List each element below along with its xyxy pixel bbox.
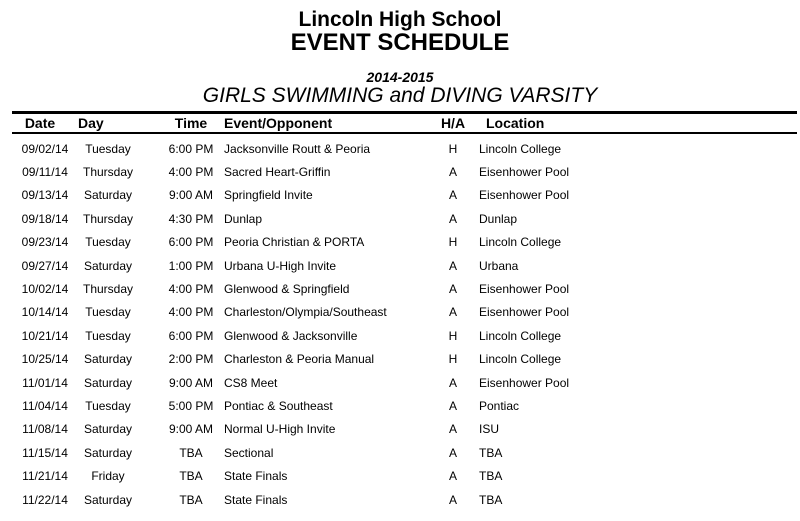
- location-cell: Lincoln College: [479, 141, 562, 156]
- location-cell: ISU: [479, 422, 500, 437]
- date-cell: 11/08/14: [22, 422, 68, 437]
- date-cell: 11/01/14: [22, 375, 68, 390]
- table-row: [0, 137, 800, 160]
- event-cell: State Finals: [224, 492, 288, 507]
- ha-cell: A: [448, 211, 457, 226]
- table-row: [0, 254, 800, 277]
- table-row: [0, 231, 800, 254]
- ha-cell: A: [448, 422, 457, 437]
- table-row: [0, 160, 800, 183]
- day-cell: Saturday: [83, 492, 133, 507]
- ha-cell: H: [448, 235, 458, 250]
- column-header-ha: H/A: [440, 115, 466, 131]
- ha-cell: H: [448, 141, 458, 156]
- location-cell: TBA: [479, 469, 503, 484]
- document-title: EVENT SCHEDULE: [290, 29, 510, 56]
- ha-cell: A: [448, 305, 457, 320]
- date-cell: 11/15/14: [22, 445, 68, 460]
- document-header: [0, 9, 800, 107]
- time-cell: 9:00 AM: [168, 422, 214, 437]
- date-cell: 11/22/14: [22, 492, 68, 507]
- day-cell: Tuesday: [85, 141, 131, 156]
- table-row: [0, 184, 800, 207]
- time-cell: 9:00 AM: [168, 375, 214, 390]
- time-cell: 6:00 PM: [168, 235, 214, 250]
- date-cell: 10/02/14: [21, 282, 69, 297]
- event-cell: Normal U-High Invite: [224, 422, 336, 437]
- location-cell: Dunlap: [479, 211, 518, 226]
- date-cell: 09/13/14: [21, 188, 69, 203]
- time-cell: 9:00 AM: [168, 188, 214, 203]
- location-cell: Lincoln College: [479, 352, 562, 367]
- time-cell: 4:30 PM: [168, 211, 214, 226]
- event-cell: CS8 Meet: [224, 375, 278, 390]
- day-cell: Saturday: [83, 375, 133, 390]
- date-cell: 09/18/14: [21, 211, 69, 226]
- time-cell: 4:00 PM: [168, 165, 214, 180]
- location-cell: Eisenhower Pool: [479, 282, 570, 297]
- day-cell: Friday: [91, 469, 125, 484]
- ha-cell: A: [448, 398, 457, 413]
- school-name: Lincoln High School: [298, 8, 502, 31]
- table-row: [0, 394, 800, 417]
- location-cell: Eisenhower Pool: [479, 188, 570, 203]
- event-cell: Peoria Christian & PORTA: [224, 235, 365, 250]
- day-cell: Tuesday: [85, 328, 131, 343]
- time-cell: 4:00 PM: [168, 282, 214, 297]
- location-cell: TBA: [479, 445, 503, 460]
- date-cell: 11/04/14: [22, 398, 68, 413]
- ha-cell: A: [448, 282, 457, 297]
- time-cell: 6:00 PM: [168, 141, 214, 156]
- time-cell: 1:00 PM: [168, 258, 214, 273]
- location-cell: Lincoln College: [479, 235, 562, 250]
- ha-cell: A: [448, 258, 457, 273]
- location-cell: Pontiac: [479, 398, 520, 413]
- date-cell: 09/23/14: [21, 235, 69, 250]
- table-row: [0, 324, 800, 347]
- location-cell: Eisenhower Pool: [479, 375, 570, 390]
- table-row: [0, 348, 800, 371]
- date-cell: 09/27/14: [21, 258, 69, 273]
- table-row: [0, 488, 800, 511]
- team-subtitle: GIRLS SWIMMING and DIVING VARSITY: [202, 84, 598, 107]
- day-cell: Saturday: [83, 445, 133, 460]
- table-row: [0, 301, 800, 324]
- date-cell: 10/14/14: [21, 305, 69, 320]
- event-cell: Springfield Invite: [224, 188, 313, 203]
- date-cell: 09/11/14: [22, 165, 68, 180]
- table-row: [0, 207, 800, 230]
- ha-cell: A: [448, 375, 457, 390]
- day-cell: Saturday: [83, 258, 133, 273]
- date-cell: 11/21/14: [22, 469, 68, 484]
- date-cell: 10/21/14: [21, 328, 69, 343]
- ha-cell: A: [448, 445, 457, 460]
- table-row: [0, 277, 800, 300]
- location-cell: Urbana: [479, 258, 519, 273]
- table-row: [0, 441, 800, 464]
- day-cell: Thursday: [82, 211, 134, 226]
- column-header-event: Event/Opponent: [224, 115, 333, 131]
- location-cell: Lincoln College: [479, 328, 562, 343]
- day-cell: Tuesday: [85, 235, 131, 250]
- column-header-date: Date: [24, 115, 56, 131]
- day-cell: Thursday: [82, 282, 134, 297]
- time-cell: TBA: [179, 445, 203, 460]
- column-header-location: Location: [486, 115, 545, 131]
- event-cell: Sacred Heart-Griffin: [224, 165, 331, 180]
- day-cell: Tuesday: [85, 305, 131, 320]
- table-row: [0, 464, 800, 487]
- schedule-table-body: [0, 134, 800, 511]
- day-cell: Saturday: [83, 352, 133, 367]
- event-cell: Urbana U-High Invite: [224, 258, 337, 273]
- table-row: [0, 418, 800, 441]
- ha-cell: A: [448, 469, 457, 484]
- time-cell: TBA: [179, 492, 203, 507]
- event-cell: Charleston/Olympia/Southeast: [224, 305, 387, 320]
- event-cell: Sectional: [224, 445, 274, 460]
- column-header-day: Day: [78, 115, 104, 131]
- event-cell: Dunlap: [224, 211, 263, 226]
- ha-cell: A: [448, 188, 457, 203]
- time-cell: 6:00 PM: [168, 328, 214, 343]
- event-cell: Jacksonville Routt & Peoria: [224, 141, 371, 156]
- day-cell: Saturday: [83, 422, 133, 437]
- day-cell: Thursday: [82, 165, 134, 180]
- event-cell: Charleston & Peoria Manual: [224, 352, 375, 367]
- ha-cell: H: [448, 352, 458, 367]
- season-label: 2014-2015: [366, 69, 434, 85]
- time-cell: 4:00 PM: [168, 305, 214, 320]
- ha-cell: A: [448, 165, 457, 180]
- event-cell: Pontiac & Southeast: [224, 398, 333, 413]
- day-cell: Tuesday: [85, 398, 131, 413]
- date-cell: 10/25/14: [21, 352, 69, 367]
- ha-cell: A: [448, 492, 457, 507]
- ha-cell: H: [448, 328, 458, 343]
- time-cell: TBA: [179, 469, 203, 484]
- day-cell: Saturday: [83, 188, 133, 203]
- time-cell: 2:00 PM: [168, 352, 214, 367]
- table-header-row: [0, 114, 800, 132]
- time-cell: 5:00 PM: [168, 398, 214, 413]
- event-cell: Glenwood & Jacksonville: [224, 328, 358, 343]
- date-cell: 09/02/14: [21, 141, 69, 156]
- event-cell: State Finals: [224, 469, 288, 484]
- column-header-time: Time: [174, 115, 208, 131]
- location-cell: Eisenhower Pool: [479, 165, 570, 180]
- event-cell: Glenwood & Springfield: [224, 282, 350, 297]
- location-cell: TBA: [479, 492, 503, 507]
- table-row: [0, 371, 800, 394]
- location-cell: Eisenhower Pool: [479, 305, 570, 320]
